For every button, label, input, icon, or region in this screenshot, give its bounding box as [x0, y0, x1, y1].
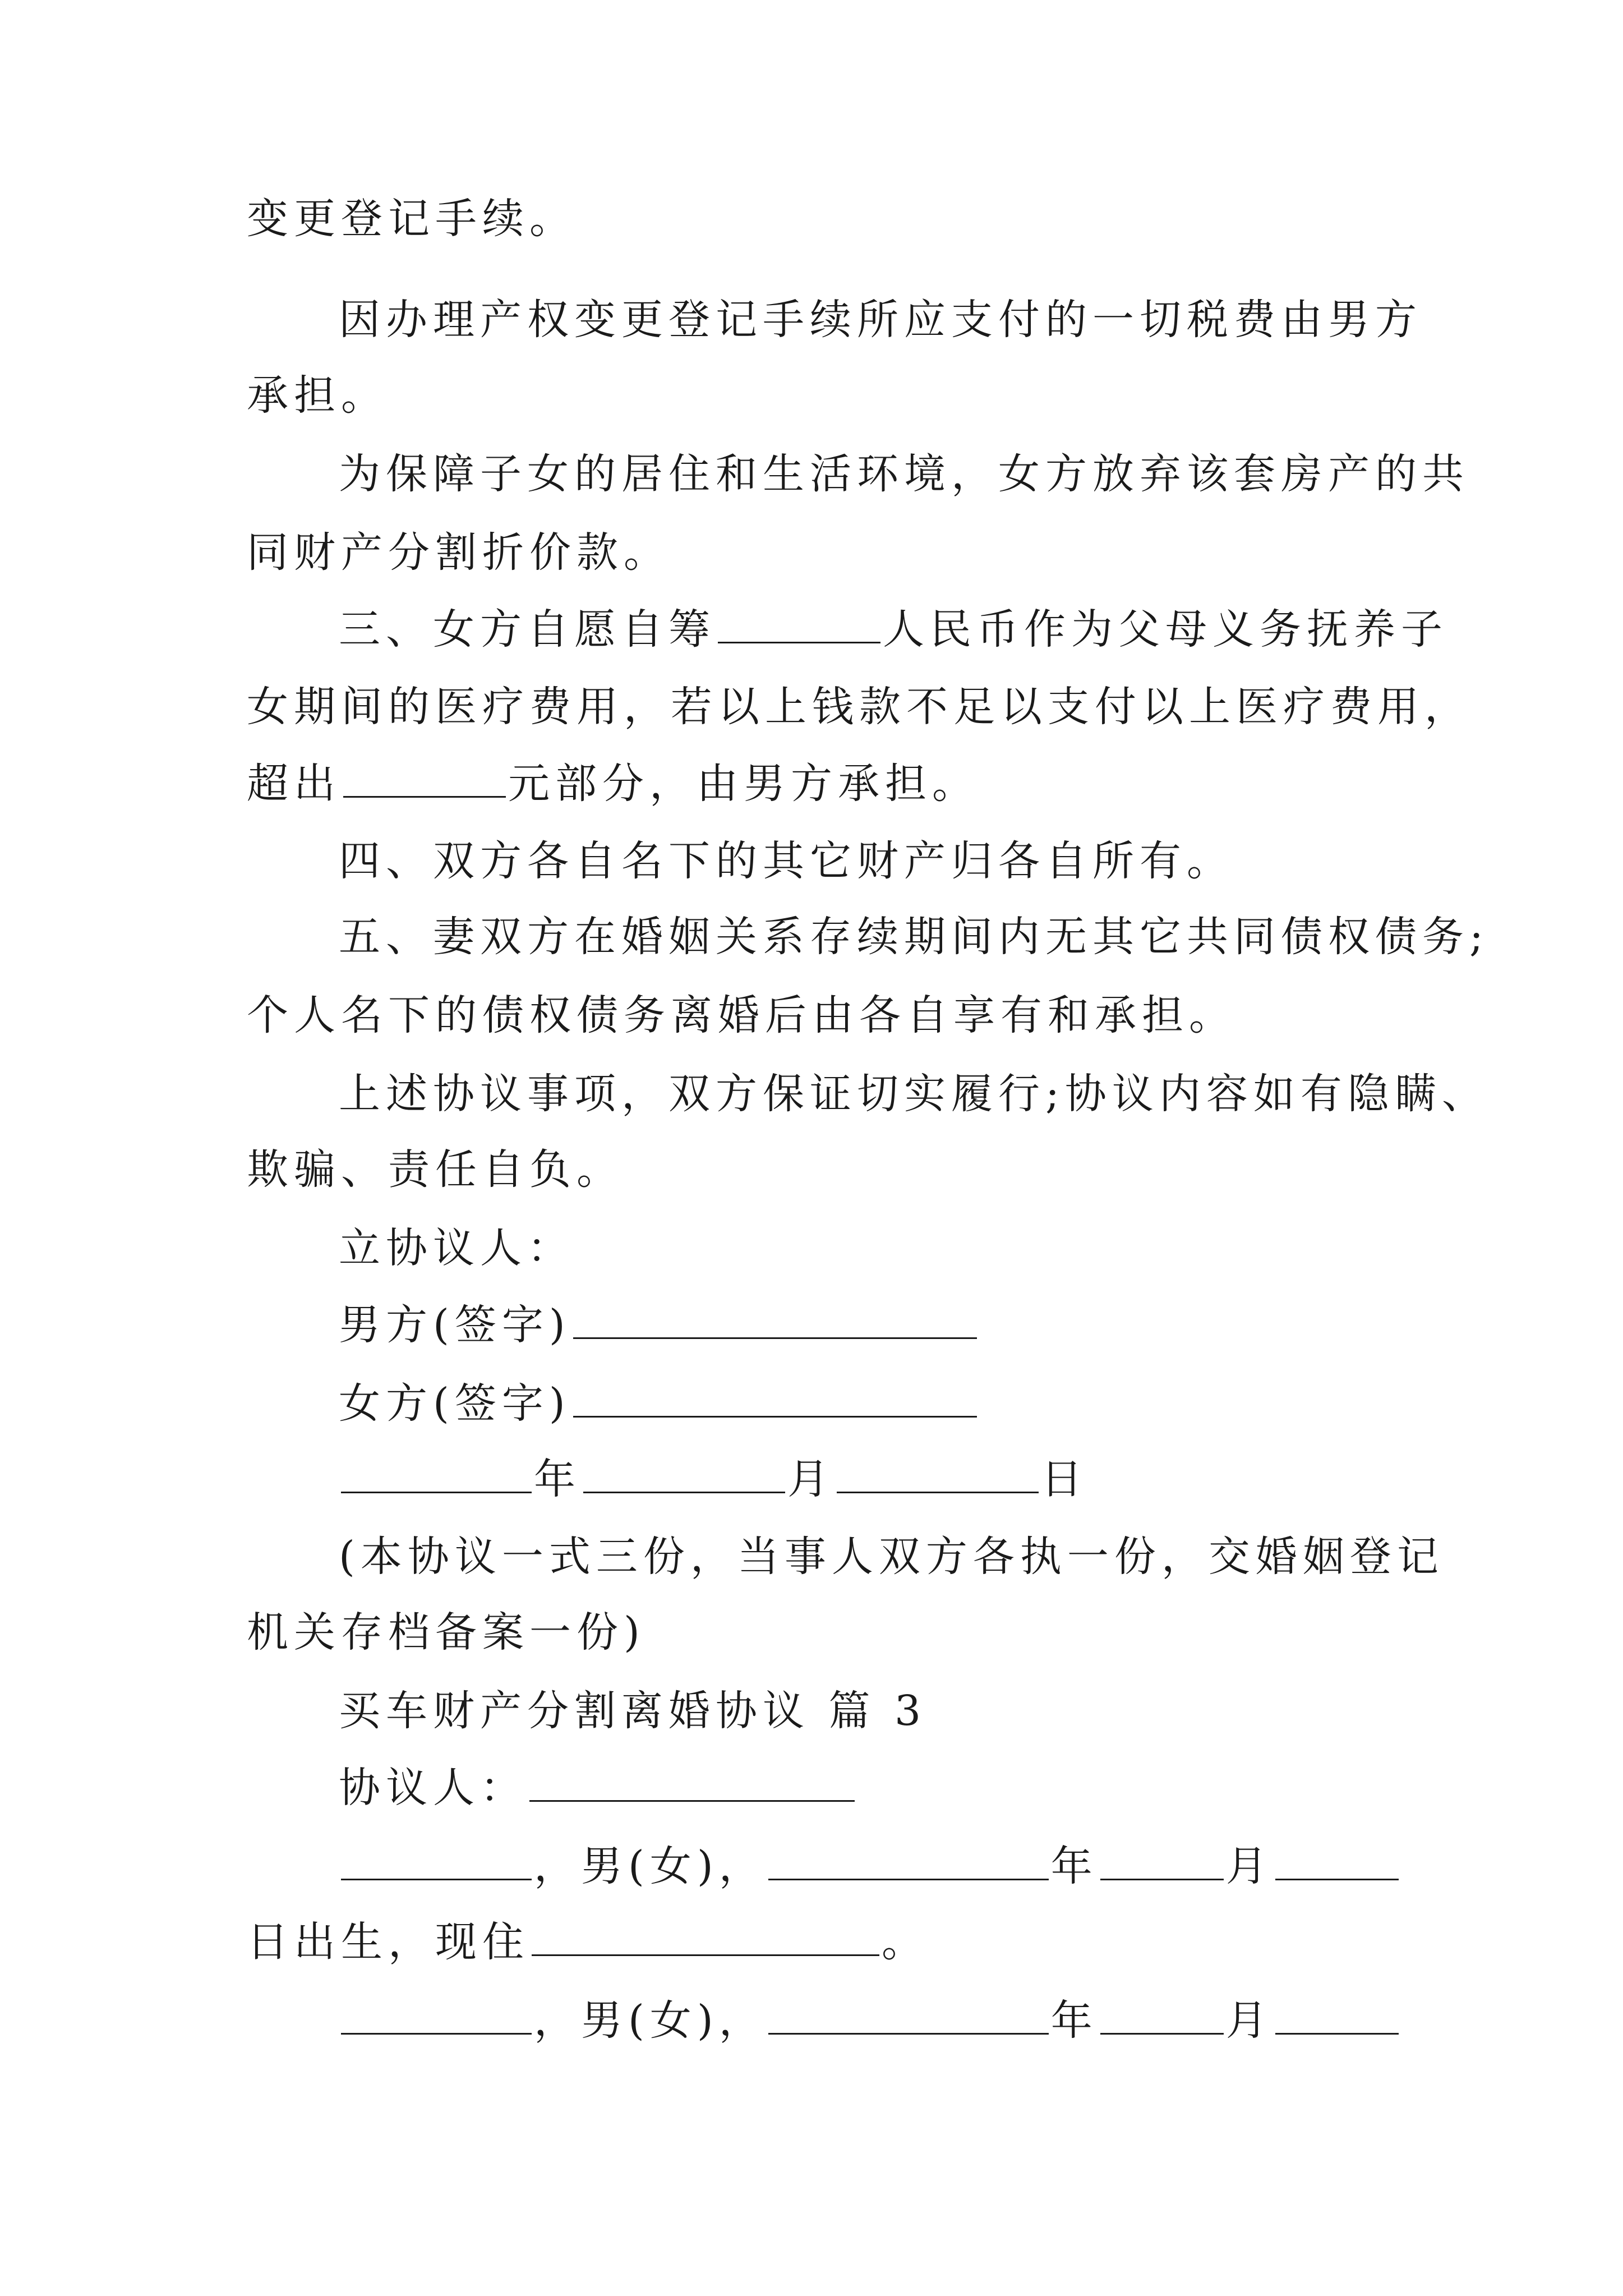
name-blank — [341, 1991, 532, 2035]
paragraph-line — [247, 1142, 1391, 1198]
line-text: 女期间的医疗费用，若以上钱款不足以支付以上医疗费用， — [247, 683, 1472, 731]
year-blank — [341, 1450, 532, 1493]
date-line — [339, 1450, 1393, 1506]
line-text: 年 — [1050, 1842, 1098, 1890]
signatories-label — [339, 1220, 1393, 1276]
month-blank — [1100, 1991, 1224, 2035]
party-info-line — [339, 1991, 1393, 2047]
line-text: 同财产分割折价款。 — [247, 528, 671, 577]
line-text: 人民币作为父母义务抚养子 — [883, 605, 1448, 654]
year-blank — [768, 1837, 1049, 1880]
line-text: 机关存档备案一份) — [247, 1608, 645, 1657]
line-text: 元部分，由男方承担。 — [508, 760, 979, 808]
paragraph-line — [247, 679, 1472, 735]
line-text: 四、双方各自名下的其它财产归各自所有。 — [339, 837, 1234, 885]
party-info-line — [247, 1913, 1391, 1969]
day-blank — [837, 1450, 1039, 1493]
party-blank — [529, 1759, 855, 1802]
paragraph-line — [339, 446, 1469, 502]
day-blank — [1275, 1837, 1399, 1880]
female-signature-line — [339, 1374, 1393, 1430]
line-text: 。 — [882, 1918, 929, 1966]
fill-blank — [343, 754, 506, 798]
section-heading — [339, 1683, 1393, 1739]
address-blank — [532, 1913, 879, 1956]
month-blank — [583, 1450, 785, 1493]
line-text: 为保障子女的居住和生活环境，女方放弃该套房产的共 — [339, 450, 1469, 498]
line-text: 月 — [787, 1455, 834, 1503]
paragraph-line — [247, 367, 1391, 424]
line-text: 年 — [534, 1455, 581, 1503]
year-blank — [768, 1991, 1049, 2035]
line-text: 个人名下的债权债务离婚后由各自享有和承担。 — [247, 991, 1236, 1039]
paragraph-line — [247, 191, 1391, 247]
line-text: ，男(女)， — [534, 1996, 766, 2045]
signature-blank — [573, 1374, 977, 1418]
line-text: 立协议人： — [339, 1224, 574, 1272]
line-text: 女方(签字) — [339, 1379, 571, 1428]
line-text: 日 — [1041, 1455, 1088, 1503]
paragraph-line — [247, 754, 1391, 811]
paragraph-line — [247, 987, 1391, 1043]
party-info-line — [339, 1837, 1393, 1893]
fill-blank — [718, 600, 880, 643]
name-blank — [341, 1837, 532, 1880]
month-blank — [1100, 1837, 1224, 1880]
paragraph-line — [247, 524, 1391, 581]
day-blank — [1275, 1991, 1399, 2035]
line-text: 买车财产分割离婚协议 篇 3 — [339, 1687, 927, 1735]
paragraph-line — [247, 1604, 1391, 1660]
paragraph-line — [339, 833, 1393, 889]
male-signature-line — [339, 1296, 1393, 1352]
line-text: 三、女方自愿自筹 — [339, 605, 716, 654]
paragraph-line — [339, 292, 1422, 348]
line-text: 五、妻双方在婚姻关系存续期间内无其它共同债权债务; — [339, 913, 1489, 961]
line-text: 年 — [1050, 1996, 1098, 2045]
line-text: 月 — [1225, 1842, 1273, 1890]
line-text: 因办理产权变更登记手续所应支付的一切税费由男方 — [339, 296, 1422, 344]
line-text: (本协议一式三份，当事人双方各执一份，交婚姻登记 — [339, 1533, 1444, 1581]
line-text: 日出生，现住 — [247, 1918, 529, 1966]
line-text: 协议人： — [339, 1764, 527, 1812]
signature-blank — [573, 1296, 977, 1339]
party-label-line — [339, 1759, 1393, 1815]
paragraph-line — [339, 1529, 1444, 1585]
line-text: 承担。 — [247, 371, 388, 420]
line-text: 月 — [1225, 1996, 1273, 2045]
paragraph-line — [339, 909, 1489, 965]
line-text: 男方(签字) — [339, 1301, 571, 1349]
paragraph-line — [339, 600, 1448, 656]
line-text: 上述协议事项，双方保证切实履行;协议内容如有隐瞒、 — [339, 1070, 1489, 1118]
line-text: 变更登记手续。 — [247, 195, 577, 243]
line-text: 欺骗、责任自负。 — [247, 1145, 624, 1194]
line-text: 超出 — [247, 760, 341, 808]
line-text: ，男(女)， — [534, 1842, 766, 1890]
paragraph-line — [339, 1066, 1489, 1122]
